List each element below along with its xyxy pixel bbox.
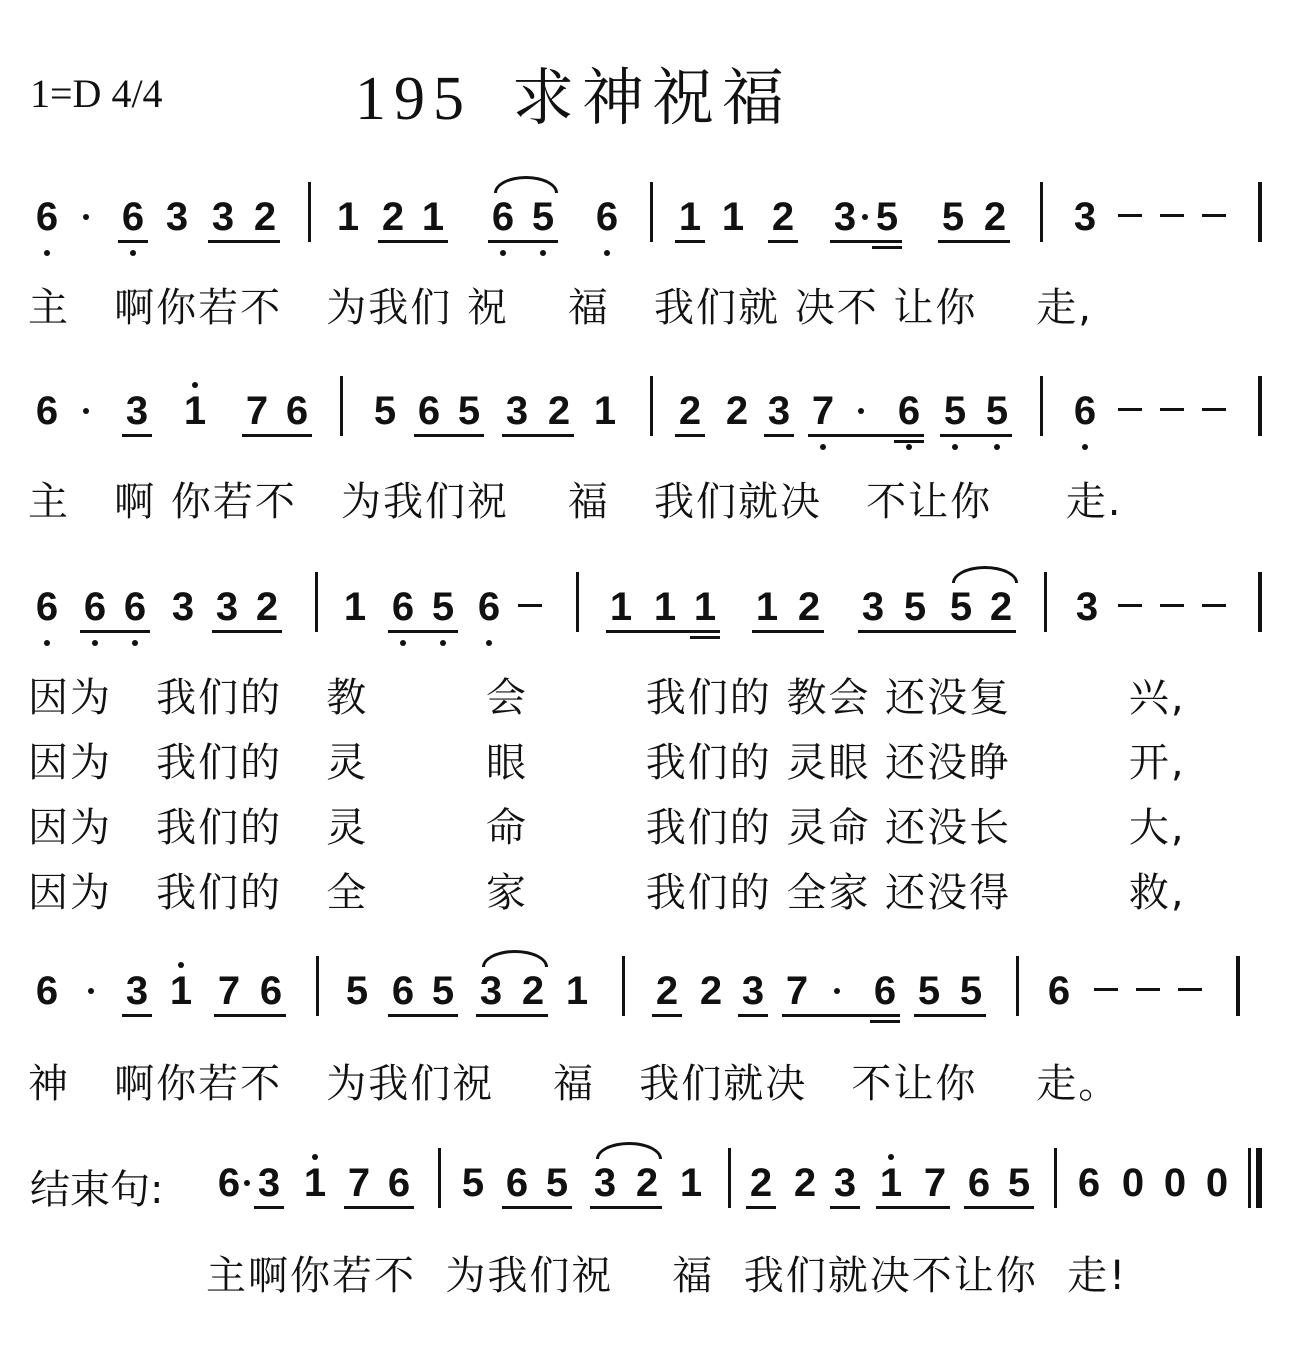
- beam-underline: [118, 240, 148, 243]
- ending-label: 结束句:: [30, 1167, 164, 1213]
- note-digit: 2: [255, 585, 279, 629]
- beam-underline: [254, 1206, 284, 1209]
- staff-line-4: [0, 966, 1297, 1046]
- note-digit: 5: [982, 386, 1012, 436]
- beam-underline: [752, 630, 824, 633]
- beam-underline: [122, 434, 152, 437]
- note-digit: 2: [253, 195, 277, 239]
- note-digit: 3: [833, 195, 857, 239]
- note-digit: 6: [35, 969, 59, 1013]
- augmentation-dot: [88, 988, 94, 994]
- bar-line: [576, 572, 579, 632]
- beam-underline: [212, 630, 282, 633]
- bar-line: [1256, 1148, 1262, 1208]
- augmentation-dot: [244, 1180, 250, 1186]
- beam-underline: [830, 240, 902, 243]
- beam-underline: [388, 1014, 458, 1017]
- note-digit: 5: [528, 192, 558, 242]
- note-digit: 2: [793, 1161, 817, 1205]
- beam-underline: [488, 240, 558, 243]
- note-digit: 1: [679, 1161, 703, 1205]
- note-digit: 2: [655, 969, 679, 1013]
- bar-line: [1258, 182, 1262, 242]
- note-digit: 3: [479, 969, 503, 1013]
- augmentation-dot: [83, 408, 89, 414]
- beam-underline: [746, 1206, 776, 1209]
- note-digit: 2: [547, 389, 571, 433]
- extension-dash: [1202, 604, 1226, 607]
- note-digit: 1: [300, 1158, 330, 1208]
- beam-underline: [764, 434, 794, 437]
- note-digit: 6: [217, 1161, 241, 1205]
- note-digit: 6: [285, 389, 309, 433]
- augmentation-dot: [834, 988, 840, 994]
- note-digit: 5: [373, 389, 397, 433]
- note-digit: 2: [797, 585, 821, 629]
- note-digit: 5: [903, 585, 927, 629]
- note-digit: 6: [505, 1161, 529, 1205]
- note-digit: 6: [894, 386, 924, 436]
- beam-underline: [590, 1206, 662, 1209]
- note-digit: 3: [741, 969, 765, 1013]
- lyrics-verse-2: 因为 我们的 灵 眼 我们的 灵眼 还没睁 开,: [28, 740, 1186, 786]
- beam-underline: [502, 434, 574, 437]
- note-digit: 6: [32, 582, 62, 632]
- beam-underline: [388, 630, 458, 633]
- note-digit: 1: [180, 386, 210, 436]
- bar-line: [728, 1148, 731, 1208]
- slur-arc: [596, 1142, 662, 1159]
- note-digit: 3: [125, 969, 149, 1013]
- note-digit: 5: [949, 585, 973, 629]
- note-digit: 3: [171, 585, 195, 629]
- bar-line: [1258, 572, 1262, 632]
- bar-line: [650, 376, 653, 436]
- note-digit: 2: [521, 969, 545, 1013]
- augmentation-dot: [83, 214, 89, 220]
- note-digit: 7: [347, 1161, 371, 1205]
- beam-underline: [476, 1014, 548, 1017]
- bar-line: [1016, 956, 1019, 1016]
- beam-underline: [502, 1206, 572, 1209]
- bar-line: [315, 572, 318, 632]
- note-digit: 6: [120, 582, 150, 632]
- note-digit: 1: [565, 969, 589, 1013]
- note-digit: 6: [1047, 969, 1071, 1013]
- note-digit: 7: [923, 1161, 947, 1205]
- note-digit: 5: [940, 386, 970, 436]
- extension-dash: [1202, 214, 1226, 217]
- note-digit: 6: [32, 192, 62, 242]
- note-digit: 1: [609, 585, 633, 629]
- note-digit: 2: [749, 1161, 773, 1205]
- note-digit: 2: [989, 585, 1013, 629]
- beam-underline: [858, 630, 1016, 633]
- note-digit: 3: [1073, 195, 1097, 239]
- beam-underline: [414, 434, 484, 437]
- note-digit: 7: [217, 969, 241, 1013]
- note-digit: 3: [125, 389, 149, 433]
- note-digit: 2: [771, 195, 795, 239]
- note-digit: 3: [767, 389, 791, 433]
- beam-underline: [782, 1014, 900, 1017]
- note-digit: 5: [941, 195, 965, 239]
- note-digit: 3: [257, 1161, 281, 1205]
- note-digit: 7: [808, 386, 838, 436]
- extension-dash: [1202, 408, 1226, 411]
- beam-underline: [652, 1014, 682, 1017]
- note-digit: 1: [693, 585, 717, 629]
- beam-underline: [675, 240, 705, 243]
- slur-arc: [494, 176, 558, 193]
- beam-underline: [675, 434, 705, 437]
- beam-underline: [876, 1206, 950, 1209]
- note-digit: 6: [387, 1161, 411, 1205]
- note-digit: 1: [653, 585, 677, 629]
- note-digit: 5: [457, 389, 481, 433]
- note-digit: 6: [35, 389, 59, 433]
- note-digit: 6: [1077, 1161, 1101, 1205]
- staff-line-2: [0, 386, 1297, 466]
- note-digit: 2: [725, 389, 749, 433]
- note-digit: 5: [917, 969, 941, 1013]
- bar-line: [308, 182, 311, 242]
- note-digit: 1: [721, 195, 745, 239]
- note-digit: 5: [875, 195, 899, 239]
- lyrics-line-4: 神 啊你若不 为我们祝 福 我们就决 不让你 走。: [28, 1061, 1121, 1107]
- note-digit: 1: [166, 966, 196, 1016]
- note-digit: 5: [431, 969, 455, 1013]
- note-digit: 7: [245, 389, 269, 433]
- note-digit: 0: [1121, 1161, 1145, 1205]
- song-number: 195: [355, 65, 472, 133]
- extension-dash: [1160, 604, 1184, 607]
- note-digit: 5: [545, 1161, 569, 1205]
- lyrics-verse-4: 因为 我们的 全 家 我们的 全家 还没得 救,: [28, 870, 1186, 916]
- lyrics-line-2: 主 啊 你若不 为我们祝 福 我们就决 不让你 走.: [28, 479, 1123, 525]
- song-name: 求神祝福: [512, 61, 793, 134]
- beam-underline: [80, 630, 150, 633]
- extension-dash: [1094, 988, 1118, 991]
- beam-underline: [344, 1206, 414, 1209]
- bar-line: [340, 376, 343, 436]
- beam-underline: [606, 630, 720, 633]
- note-digit: 2: [678, 389, 702, 433]
- beam-underline: [738, 1014, 768, 1017]
- note-digit: 3: [505, 389, 529, 433]
- note-digit: 1: [678, 195, 702, 239]
- note-digit: 6: [80, 582, 110, 632]
- slur-arc: [952, 566, 1018, 583]
- note-digit: 1: [343, 585, 367, 629]
- bar-line: [1236, 956, 1240, 1016]
- beam-underline: [830, 1206, 860, 1209]
- note-digit: 1: [336, 195, 360, 239]
- note-digit: 3: [833, 1161, 857, 1205]
- beam-underline: [208, 240, 280, 243]
- note-digit: 6: [873, 969, 897, 1013]
- note-digit: 6: [474, 582, 504, 632]
- note-digit: 6: [592, 192, 622, 242]
- note-digit: 5: [959, 969, 983, 1013]
- note-digit: 1: [593, 389, 617, 433]
- note-digit: 6: [118, 192, 148, 242]
- beam-underline: [122, 1014, 152, 1017]
- extension-dash: [1118, 408, 1142, 411]
- note-digit: 5: [428, 582, 458, 632]
- note-digit: 2: [635, 1161, 659, 1205]
- beam-underline: [870, 1020, 900, 1023]
- note-digit: 0: [1205, 1161, 1229, 1205]
- note-digit: 3: [165, 195, 189, 239]
- lyrics-line-1: 主 啊你若不 为我们 祝 福 我们就 决不 让你 走,: [28, 285, 1094, 331]
- note-digit: 3: [593, 1161, 617, 1205]
- extension-dash: [1118, 604, 1142, 607]
- beam-underline: [808, 434, 924, 437]
- note-digit: 1: [755, 585, 779, 629]
- note-digit: 6: [391, 969, 415, 1013]
- note-digit: 5: [345, 969, 369, 1013]
- bar-line: [1248, 1148, 1251, 1208]
- note-digit: 6: [388, 582, 418, 632]
- slur-arc: [482, 950, 548, 967]
- beam-underline: [914, 1014, 986, 1017]
- beam-underline: [214, 1014, 286, 1017]
- extension-dash: [1136, 988, 1160, 991]
- note-digit: 3: [861, 585, 885, 629]
- lyrics-verse-3: 因为 我们的 灵 命 我们的 灵命 还没长 大,: [28, 805, 1186, 851]
- note-digit: 0: [1163, 1161, 1187, 1205]
- lyrics-ending: 主啊你若不 为我们祝 福 我们就决不让你 走!: [206, 1253, 1128, 1299]
- note-digit: 7: [785, 969, 809, 1013]
- bar-line: [1044, 572, 1047, 632]
- extension-dash: [1160, 408, 1184, 411]
- bar-line: [1040, 182, 1043, 242]
- extension-dash: [1160, 214, 1184, 217]
- extension-dash: [518, 604, 542, 607]
- song-title: [355, 48, 792, 137]
- beam-underline: [242, 434, 312, 437]
- bar-line: [1040, 376, 1043, 436]
- beam-underline: [964, 1206, 1034, 1209]
- beam-underline: [938, 240, 1010, 243]
- augmentation-dot: [862, 214, 868, 220]
- staff-ending: [0, 1158, 1297, 1238]
- bar-line: [650, 182, 653, 242]
- note-digit: 6: [967, 1161, 991, 1205]
- note-digit: 6: [259, 969, 283, 1013]
- note-digit: 6: [1070, 386, 1100, 436]
- beam-underline: [940, 434, 1012, 437]
- note-digit: 5: [461, 1161, 485, 1205]
- note-digit: 2: [699, 969, 723, 1013]
- beam-underline: [872, 246, 902, 249]
- beam-underline: [894, 440, 924, 443]
- note-digit: 3: [1075, 585, 1099, 629]
- note-digit: 3: [211, 195, 235, 239]
- staff-line-3: [0, 582, 1297, 662]
- note-digit: 3: [215, 585, 239, 629]
- note-digit: 2: [983, 195, 1007, 239]
- note-digit: 6: [417, 389, 441, 433]
- lyrics-verse-1: 因为 我们的 教 会 我们的 教会 还没复 兴,: [28, 675, 1186, 721]
- extension-dash: [1118, 214, 1142, 217]
- bar-line: [1054, 1148, 1057, 1208]
- bar-line: [316, 956, 319, 1016]
- key-signature: 1=D 4/4: [30, 71, 163, 116]
- beam-underline: [690, 636, 720, 639]
- beam-underline: [768, 240, 798, 243]
- augmentation-dot: [858, 408, 864, 414]
- note-digit: 1: [421, 195, 445, 239]
- note-digit: 1: [876, 1158, 906, 1208]
- bar-line: [622, 956, 625, 1016]
- note-digit: 5: [1007, 1161, 1031, 1205]
- bar-line: [438, 1148, 441, 1208]
- extension-dash: [1178, 988, 1202, 991]
- note-digit: 6: [488, 192, 518, 242]
- staff-line-1: [0, 192, 1297, 272]
- bar-line: [1258, 376, 1262, 436]
- beam-underline: [378, 240, 448, 243]
- note-digit: 2: [381, 195, 405, 239]
